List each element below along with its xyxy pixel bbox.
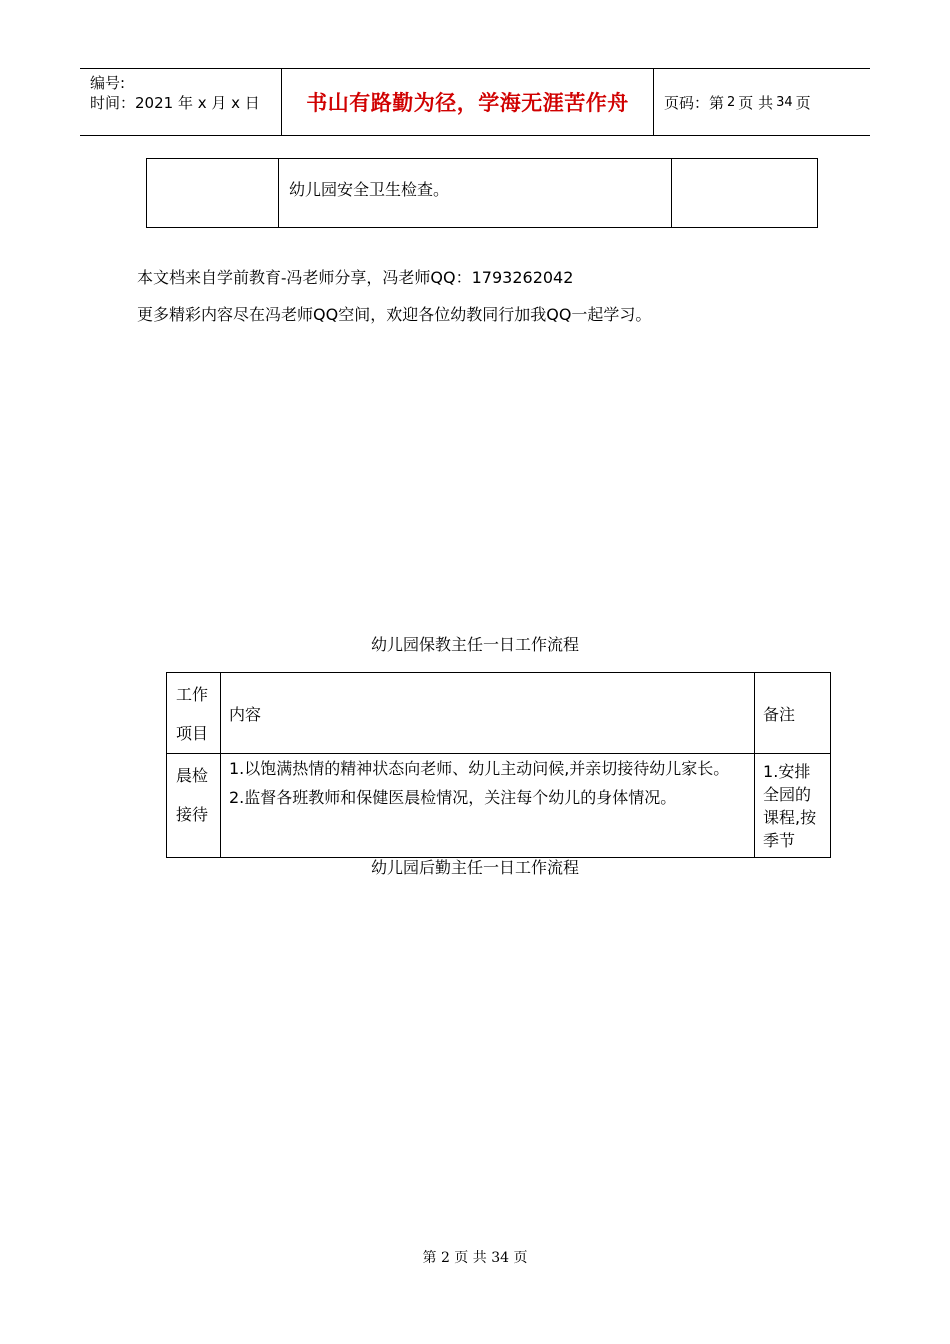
header-meta [80, 69, 282, 135]
page-suffix: 页 [795, 93, 811, 112]
source-note [137, 265, 573, 288]
row-content-2: 2.监督各班教师和保健医晨检情况，关注每个幼儿的身体情况。 [228, 788, 677, 807]
promo-note-qq-2: QQ [546, 305, 572, 324]
table-header-row [167, 673, 831, 754]
promo-note-text-c: 一起学习。 [571, 305, 652, 324]
header-cell-item [167, 673, 221, 754]
header-cell-note: 备注 [755, 673, 831, 754]
workflow-table [166, 672, 831, 858]
row-item-line2: 接待 [176, 805, 209, 824]
row-item-cell [167, 754, 221, 858]
header-cell-content: 内容 [220, 673, 754, 754]
row-item-line1: 晨检 [176, 766, 209, 785]
page-current: 2 [727, 94, 736, 110]
promo-note [137, 302, 651, 325]
table-cell-content: 幼儿园安全卫生检查。 [279, 159, 672, 228]
table-row [147, 159, 818, 228]
source-note-text: 本文档来自学前教育-冯老师分享，冯老师 [137, 268, 431, 287]
promo-note-qq-1: QQ [313, 305, 339, 324]
section-title-logistics: 幼儿园后勤主任一日工作流程 [370, 858, 579, 877]
row-content-1: 1.以饱满热情的精神状态向老师、幼儿主动问候,并亲切接待幼儿家长。 [228, 759, 730, 778]
section-title-supervisor: 幼儿园保教主任一日工作流程 [370, 635, 579, 654]
header-motto-cell [282, 69, 654, 135]
promo-note-text-a: 更多精彩内容尽在冯老师 [137, 305, 314, 324]
table-cell-empty [147, 159, 279, 228]
header-page-info [654, 69, 870, 135]
table-cell-empty [672, 159, 818, 228]
promo-note-text-b: 空间，欢迎各位幼教同行加我 [338, 305, 547, 324]
continued-table [146, 158, 818, 228]
header-item-line1: 工作 [176, 685, 209, 704]
row-note-cell: 1.安排全园的课程,按季节 [755, 754, 831, 858]
row-content-cell [220, 754, 754, 858]
source-note-qq: QQ：1793262042 [430, 268, 574, 287]
time-label: 时间：2021 年 x 月 x 日 [90, 94, 260, 112]
page-total: 34 [776, 94, 793, 110]
serial-label: 编号: [90, 74, 126, 92]
page-footer: 第 2 页 共 34 页 [422, 1250, 528, 1266]
page-mid: 页 共 [738, 93, 774, 112]
header-item-line2: 项目 [176, 724, 209, 743]
page-prefix: 页码：第 [664, 93, 725, 112]
header-motto: 书山有路勤为径，学海无涯苦作舟 [306, 91, 629, 115]
table-row [167, 754, 831, 858]
page-header [80, 68, 870, 136]
